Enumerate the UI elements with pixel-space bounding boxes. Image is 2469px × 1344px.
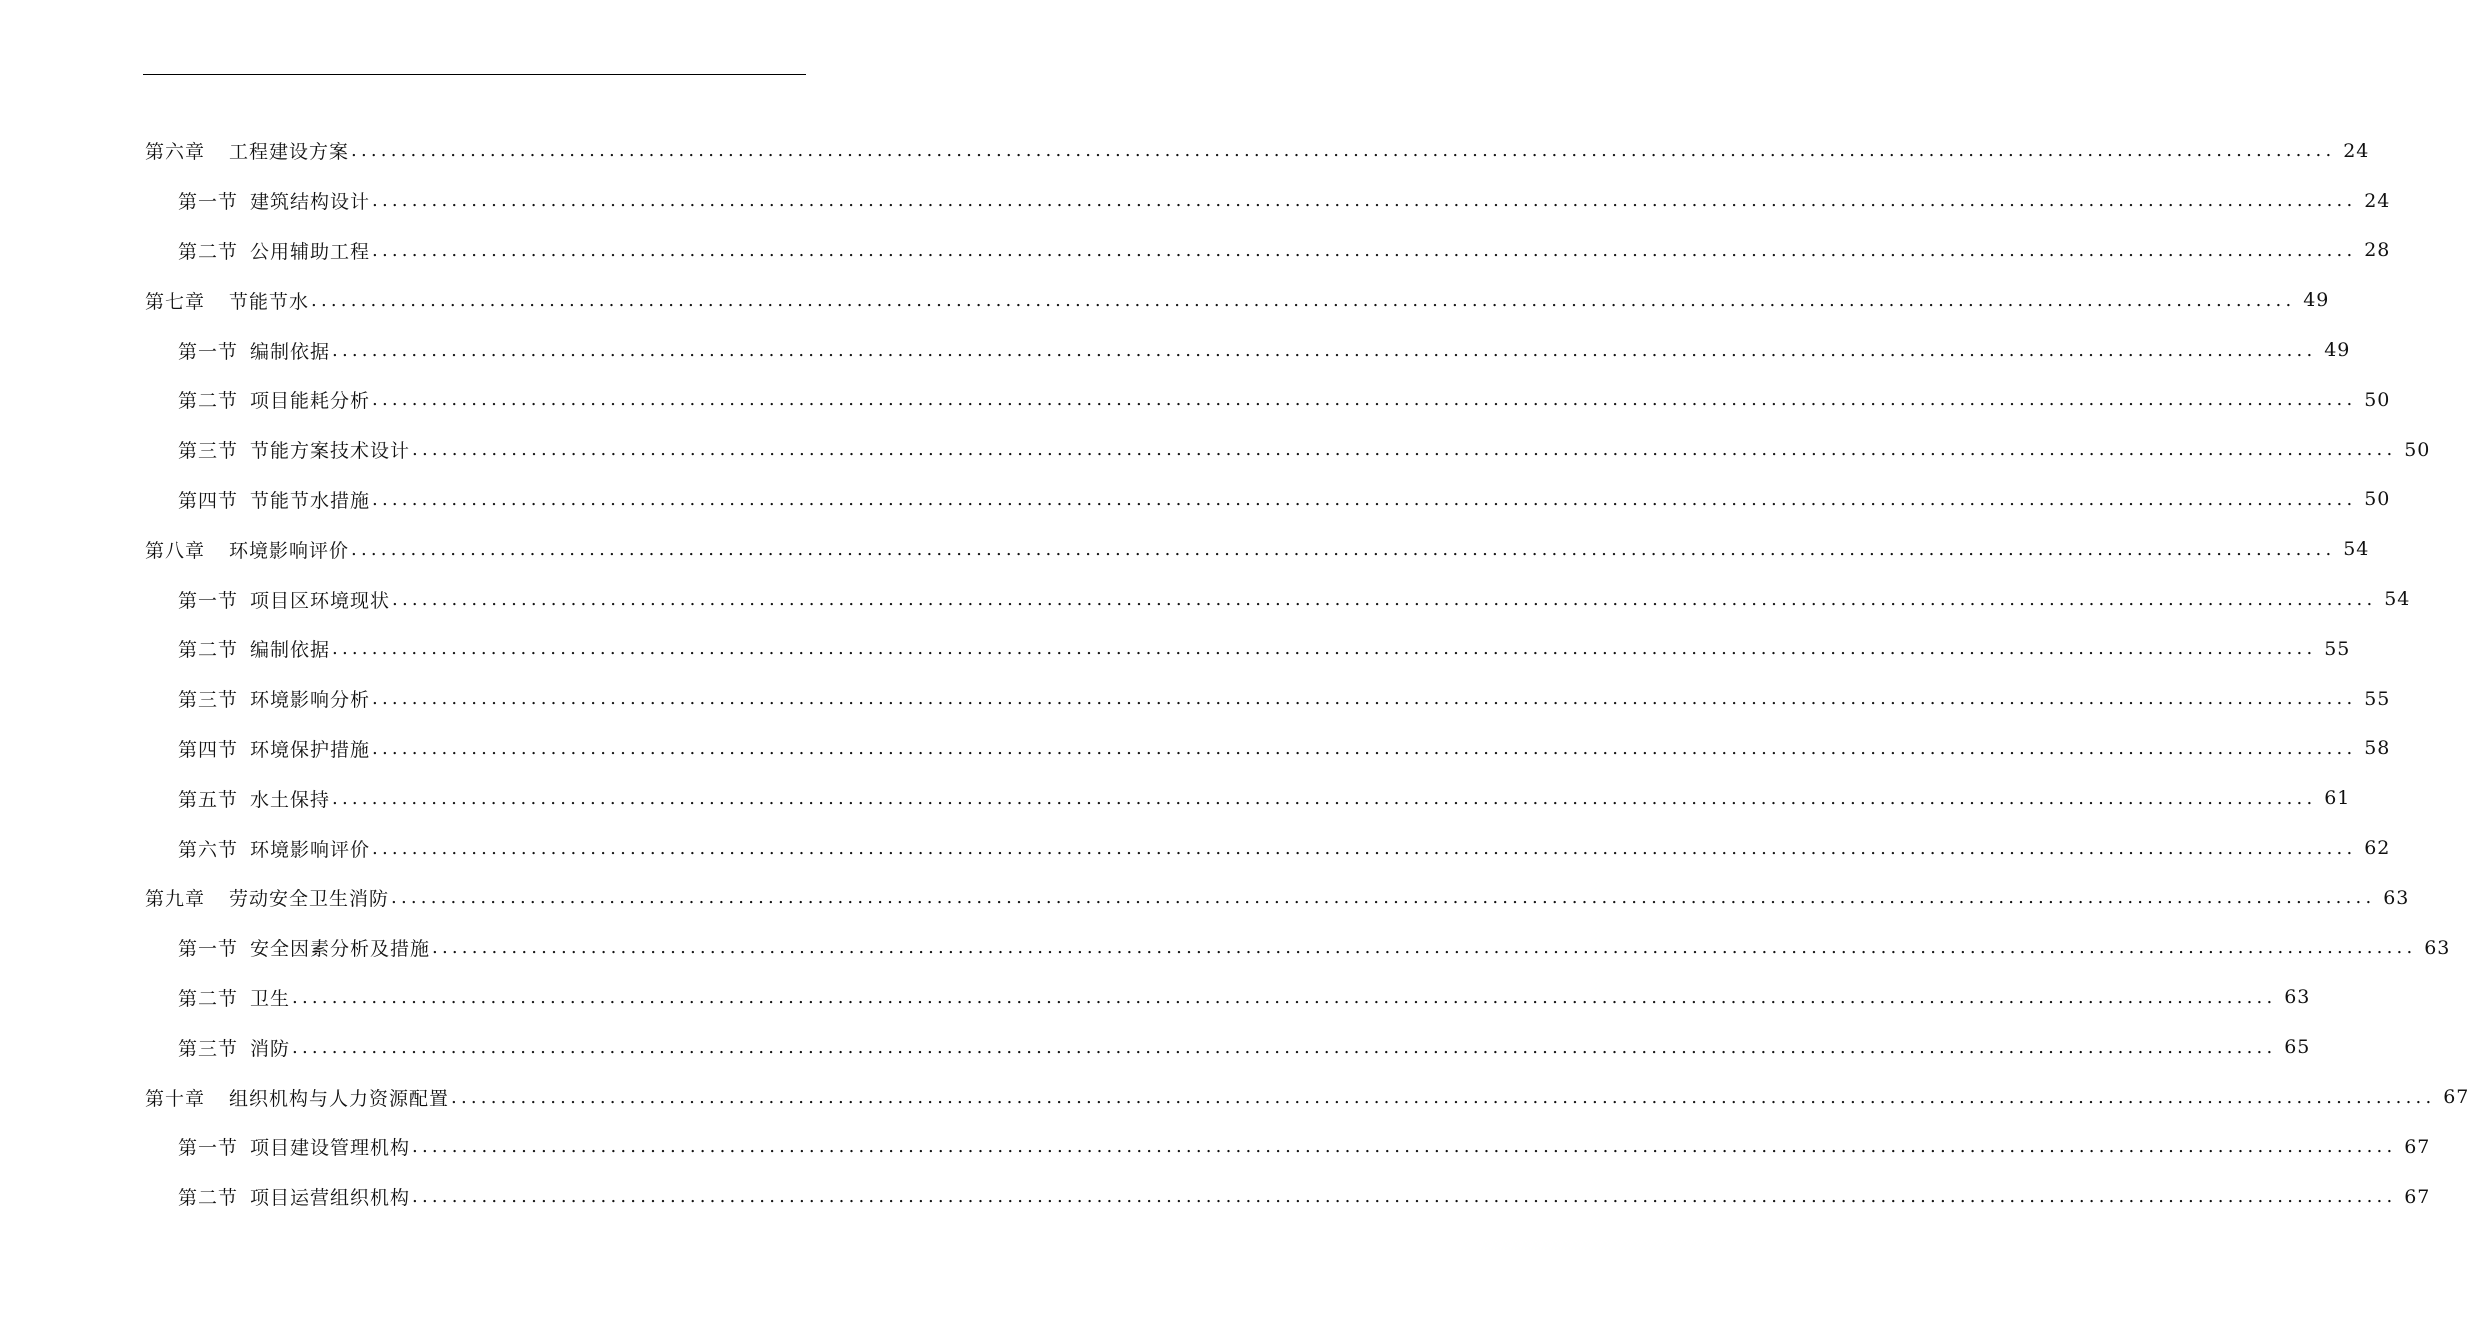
toc-entry-label: 第一节 [178, 1137, 239, 1160]
toc-dot-leader: ........................................................................................................................................................................................................ [332, 787, 2317, 809]
toc-entry-label: 第三节 [178, 689, 239, 712]
toc-dot-leader: ........................................................................................................................................................................................................ [372, 190, 2357, 212]
toc-dot-leader: ........................................................................................................................................................................................................ [332, 339, 2317, 361]
toc-page-number: 67 [2404, 1185, 2431, 1208]
toc-entry-label: 第五节 [178, 788, 239, 811]
toc-section-entry[interactable] [0, 923, 2451, 973]
toc-section-entry[interactable] [0, 1172, 2431, 1222]
toc-dot-leader: ........................................................................................................................................................................................................ [311, 289, 2296, 311]
toc-entry-label: 第三节 [178, 1037, 239, 1060]
toc-page-number: 58 [2364, 737, 2391, 760]
toc-dot-leader: ........................................................................................................................................................................................................ [392, 588, 2377, 610]
toc-section-entry[interactable] [0, 375, 2391, 425]
toc-dot-leader: ........................................................................................................................................................................................................ [412, 439, 2397, 461]
toc-section-entry[interactable] [0, 973, 2311, 1023]
toc-entry-title: 编制依据 [250, 340, 331, 363]
toc-dot-leader: ........................................................................................................................................................................................................ [372, 737, 2357, 759]
toc-chapter-entry[interactable] [0, 524, 2370, 574]
toc-section-entry[interactable] [0, 574, 2411, 624]
toc-dot-leader: ........................................................................................................................................................................................................ [412, 1136, 2397, 1158]
toc-entry-label: 第七章 [145, 290, 206, 313]
toc-dot-leader: ........................................................................................................................................................................................................ [292, 1036, 2277, 1058]
toc-dot-leader: ........................................................................................................................................................................................................ [292, 986, 2277, 1008]
toc-entry-title: 水土保持 [250, 788, 331, 811]
toc-section-entry[interactable] [0, 624, 2351, 674]
toc-section-entry[interactable] [0, 724, 2391, 774]
toc-dot-leader: ........................................................................................................................................................................................................ [372, 488, 2357, 510]
toc-chapter-entry[interactable] [0, 275, 2330, 325]
toc-entry-title: 项目建设管理机构 [250, 1137, 411, 1160]
toc-entry-title: 项目能耗分析 [250, 390, 371, 413]
toc-entry-title: 环境保护措施 [250, 738, 371, 761]
toc-page-number: 49 [2303, 289, 2330, 312]
toc-entry-label: 第四节 [178, 489, 239, 512]
toc-entry-title: 环境影响评价 [250, 838, 371, 861]
toc-entry-title: 消防 [250, 1037, 291, 1060]
toc-entry-label: 第二节 [178, 390, 239, 413]
toc-section-entry[interactable] [0, 226, 2391, 276]
toc-dot-leader: ........................................................................................................................................................................................................ [372, 389, 2357, 411]
toc-section-entry[interactable] [0, 425, 2431, 475]
toc-entry-label: 第四节 [178, 738, 239, 761]
toc-page-number: 54 [2343, 538, 2370, 561]
toc-dot-leader: ........................................................................................................................................................................................................ [372, 239, 2357, 261]
toc-page-number: 28 [2364, 239, 2391, 262]
toc-section-entry[interactable] [0, 1122, 2431, 1172]
toc-entry-label: 第二节 [178, 639, 239, 662]
toc-page-number: 50 [2364, 488, 2391, 511]
toc-entry-title: 组织机构与人力资源配置 [229, 1087, 450, 1110]
toc-dot-leader: ........................................................................................................................................................................................................ [412, 1186, 2397, 1208]
toc-section-entry[interactable] [0, 325, 2351, 375]
toc-entry-label: 第六章 [145, 141, 206, 164]
toc-dot-leader: ........................................................................................................................................................................................................ [372, 837, 2357, 859]
toc-page-number: 63 [2284, 986, 2311, 1009]
toc-section-entry[interactable] [0, 1022, 2311, 1072]
toc-page-number: 24 [2364, 189, 2391, 212]
toc-entry-title: 节能节水 [229, 290, 310, 313]
toc-page-number: 63 [2424, 936, 2451, 959]
toc-entry-label: 第八章 [145, 539, 206, 562]
toc-entry-label: 第一节 [178, 938, 239, 961]
toc-entry-title: 环境影响分析 [250, 689, 371, 712]
toc-dot-leader: ........................................................................................................................................................................................................ [351, 538, 2336, 560]
toc-entry-title: 节能方案技术设计 [250, 440, 411, 463]
toc-chapter-entry[interactable] [0, 126, 2370, 176]
toc-page-number: 63 [2383, 886, 2410, 909]
toc-entry-title: 节能节水措施 [250, 489, 371, 512]
toc-page-number: 62 [2364, 837, 2391, 860]
toc-entry-title: 编制依据 [250, 639, 331, 662]
toc-entry-label: 第二节 [178, 240, 239, 263]
toc-entry-label: 第九章 [145, 888, 206, 911]
toc-entry-label: 第三节 [178, 440, 239, 463]
toc-entry-title: 劳动安全卫生消防 [229, 888, 390, 911]
toc-dot-leader: ........................................................................................................................................................................................................ [432, 937, 2417, 959]
toc-entry-label: 第二节 [178, 1187, 239, 1210]
toc-section-entry[interactable] [0, 475, 2391, 525]
toc-dot-leader: ........................................................................................................................................................................................................ [391, 887, 2376, 909]
toc-section-entry[interactable] [0, 823, 2391, 873]
toc-dot-leader: ........................................................................................................................................................................................................ [351, 140, 2336, 162]
toc-page-number: 55 [2324, 637, 2351, 660]
toc-entry-label: 第一节 [178, 340, 239, 363]
header-rule [143, 74, 806, 75]
toc-entry-title: 安全因素分析及措施 [250, 938, 431, 961]
toc-entry-title: 项目区环境现状 [250, 589, 391, 612]
toc-entry-title: 建筑结构设计 [250, 191, 371, 214]
toc-entry-title: 项目运营组织机构 [250, 1187, 411, 1210]
toc-page-number: 67 [2443, 1086, 2469, 1109]
toc-entry-label: 第一节 [178, 191, 239, 214]
toc-section-entry[interactable] [0, 773, 2351, 823]
toc-page-number: 50 [2364, 388, 2391, 411]
toc-dot-leader: ........................................................................................................................................................................................................ [332, 638, 2317, 660]
toc-page-number: 54 [2384, 588, 2411, 611]
toc-entry-title: 卫生 [250, 987, 291, 1010]
toc-page-number: 50 [2404, 438, 2431, 461]
toc-entry-title: 环境影响评价 [229, 539, 350, 562]
toc-page-number: 65 [2284, 1036, 2311, 1059]
toc-page-number: 49 [2324, 339, 2351, 362]
toc-page-number: 55 [2364, 687, 2391, 710]
toc-entry-title: 工程建设方案 [229, 141, 350, 164]
toc-entry-title: 公用辅助工程 [250, 240, 371, 263]
toc-chapter-entry[interactable] [0, 873, 2410, 923]
toc-entry-label: 第六节 [178, 838, 239, 861]
toc-dot-leader: ........................................................................................................................................................................................................ [451, 1086, 2436, 1108]
toc-entry-label: 第一节 [178, 589, 239, 612]
toc-dot-leader: ........................................................................................................................................................................................................ [372, 688, 2357, 710]
toc-section-entry[interactable] [0, 674, 2391, 724]
toc-entry-label: 第二节 [178, 987, 239, 1010]
table-of-contents [0, 126, 2469, 1222]
toc-page-number: 67 [2404, 1135, 2431, 1158]
toc-entry-label: 第十章 [145, 1087, 206, 1110]
toc-section-entry[interactable] [0, 176, 2391, 226]
toc-page-number: 61 [2324, 787, 2351, 810]
toc-page-number: 24 [2343, 139, 2370, 162]
toc-chapter-entry[interactable] [0, 1072, 2469, 1122]
